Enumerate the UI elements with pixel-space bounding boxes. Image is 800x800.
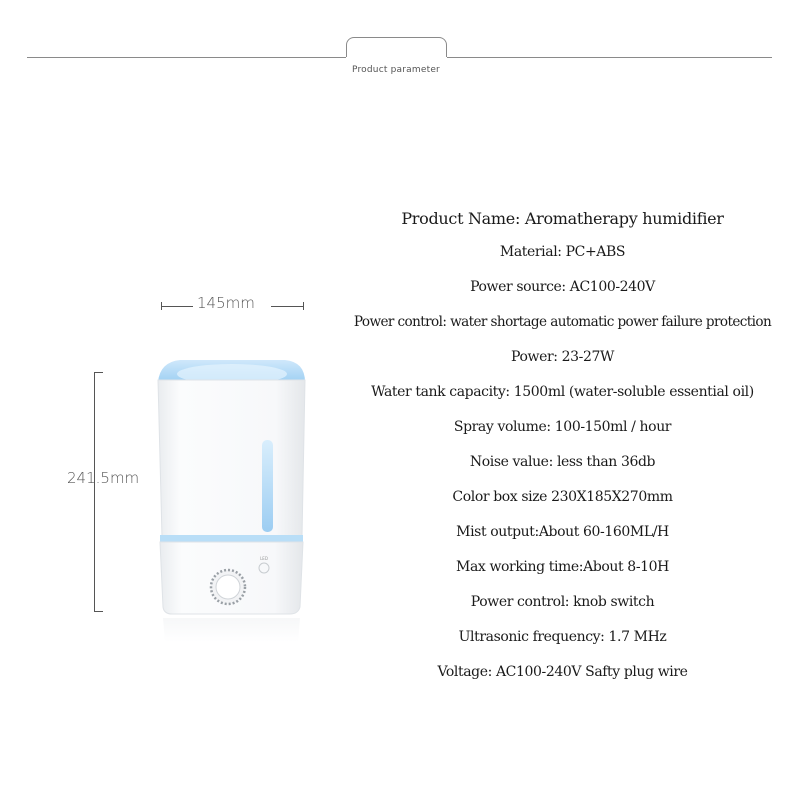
led-label: LED: [260, 556, 268, 561]
spec-power-protection: Power control: water shortage automatic power failure protection: [353, 314, 772, 330]
width-dimension-label: 145mm: [197, 294, 255, 312]
height-dimension-label: 241.5mm: [67, 469, 140, 487]
spec-color-box: Color box size 230X185X270mm: [452, 489, 673, 505]
spec-list: [325, 202, 800, 690]
width-dim-tick-right: [303, 302, 304, 310]
led-button: [259, 563, 269, 573]
spec-mist-output: Mist output:About 60-160ML/H: [456, 524, 669, 540]
height-dim-tick-top: [94, 372, 103, 373]
humidifier-image: [150, 352, 315, 652]
header-rule-left: [27, 57, 346, 58]
height-dim-line: [94, 372, 95, 611]
height-dim-tick-bottom: [94, 611, 103, 612]
water-level-window: [262, 440, 273, 532]
width-dim-line-left: [161, 306, 193, 307]
spec-spray-volume: Spray volume: 100-150ml / hour: [453, 419, 672, 435]
header-tab: [346, 37, 447, 57]
spec-voltage: Voltage: AC100-240V Safty plug wire: [437, 664, 688, 680]
humidifier-reflection: [163, 618, 300, 642]
section-title: Product parameter: [352, 65, 440, 75]
header-rule-right: [447, 57, 772, 58]
spec-ultrasonic: Ultrasonic frequency: 1.7 MHz: [458, 629, 667, 645]
spec-power: Power: 23-27W: [511, 349, 614, 365]
spec-product-name: Product Name: Aromatherapy humidifier: [401, 209, 724, 228]
width-dim-line-right: [271, 306, 303, 307]
humidifier-tank: [158, 380, 305, 537]
spec-working-time: Max working time:About 8-10H: [456, 559, 669, 575]
spec-power-source: Power source: AC100-240V: [470, 279, 655, 295]
humidifier-illustration: [150, 352, 315, 652]
spec-material: Material: PC+ABS: [499, 244, 626, 260]
spec-water-tank: Water tank capacity: 1500ml (water-soluble essential oil): [371, 384, 754, 400]
spec-power-control: Power control: knob switch: [470, 594, 655, 610]
spec-noise: Noise value: less than 36db: [469, 454, 656, 470]
